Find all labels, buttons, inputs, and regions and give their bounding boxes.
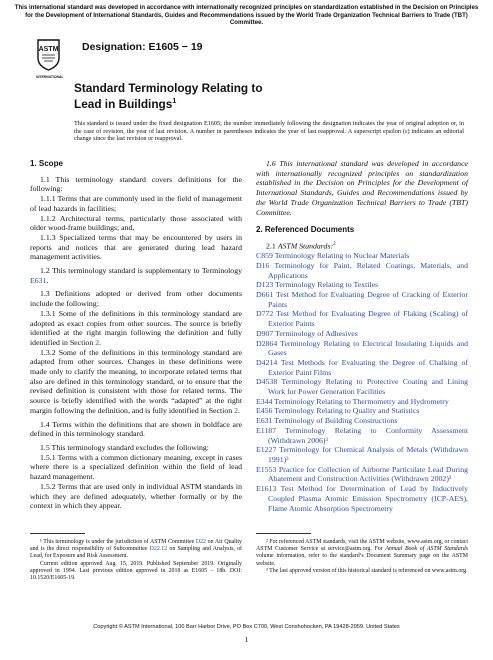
reference-item (256, 416, 468, 426)
reference-item (256, 465, 468, 484)
reference-item (256, 290, 468, 309)
scope-heading: 1. Scope (30, 159, 63, 168)
reference-item (256, 445, 468, 464)
link-d22[interactable]: D22 (195, 539, 206, 545)
reference-title[interactable]: Practice for Collection of Airborne Particulate Lead During Abatement and Construction Activities (Withdrawn 2002)³ (268, 464, 468, 484)
reference-list (256, 251, 468, 513)
reference-title[interactable]: Terminology Relating to Thermometry and Hydrometry (272, 396, 449, 406)
reference-title[interactable]: Terminology of Adhesives (273, 328, 358, 338)
para-1-5-2: 1.5.2 Terms that are used only in individual ASTM standards in which they are defined adequately, whether formally or by the context in which they appear. (30, 481, 242, 511)
reference-item (256, 280, 468, 290)
astm-standards-label: 2.1 ASTM Standards:$^2$ (266, 241, 336, 251)
reference-code-link[interactable]: E1187 (256, 425, 277, 435)
issued-note: This standard is issued under the fixed designation E1605; the number immediately following the designation indicates the year of original adoption or, in the case of revision, the year of last revision. A number in parentheses indicates the year of last reapproval. A superscript epsilon (ε) indicates an editorial change since the last revision or reapproval. (74, 120, 464, 143)
reference-item (256, 484, 468, 513)
reference-code-link[interactable]: C859 (256, 251, 273, 261)
reference-code-link[interactable]: D16 (256, 260, 270, 270)
reference-title[interactable]: Test Method for Determination of Lead by Inductively Coupled Plasma Atomic Emission Spectrometry (ICP-AES), Flame Atomic Absorption Spectrometry (268, 484, 468, 513)
tbt-notice: This international standard was developed in accordance with internationally recognized principles on standardization established in the Decision on Principles for the Development of International Standards, Guides and Recommendations issued by the World Trade Organization Technical Barriers to Trade (TBT) Committee. (14, 4, 479, 27)
footnote-divider-left (30, 533, 85, 534)
footnote-2: ² For referenced ASTM standards, visit the ASTM website, www.astm.org, or contact ASTM Customer Service at service@astm.org. For Annual Book of ASTM Standards volume information, refer to the standard’s Document Summary page on the ASTM website. (256, 539, 468, 567)
reference-item (256, 358, 468, 377)
title-footnote-ref[interactable]: 1 (172, 98, 177, 105)
astm-logo (36, 38, 64, 79)
footnote-divider-right (256, 533, 311, 534)
reference-code-link[interactable]: D123 (256, 280, 274, 290)
para-1-6: 1.6 This international standard was developed in accordance with internationally recognized principles on standardization established in the Decision on Principles for the Development of International Standards, Guides and Recommendations issued by the World Trade Organization Technical Barriers to Trade (TBT) Committee. (256, 159, 468, 217)
reference-title[interactable]: Terminology Relating to Nuclear Materials (272, 251, 410, 261)
link-section-2b[interactable]: 2 (234, 405, 238, 415)
para-1-1: 1.1 This terminology standard covers definitions for the following: (30, 174, 242, 194)
reference-code-link[interactable]: E344 (256, 396, 273, 406)
reference-item (256, 309, 468, 328)
reference-code-link[interactable]: E456 (256, 406, 273, 416)
para-1-2: 1.2 This terminology standard is supplementary to Terminology E631. (30, 266, 242, 285)
reference-title[interactable]: Terminology Relating to Quality and Statistics (272, 406, 420, 416)
footnote-1: ¹ This terminology is under the jurisdiction of ASTM Committee D22 on Air Quality and is the direct responsibility of Subcommittee D22.12 on Sampling and Analysis, of Lead, for Exposure and Risk Assessment. Current edition approved Aug. 15, 2019. Published September 2019. Originally approved in 1994. Last previous edition approved in 2018 as E1605 – 18b. DOI: 10.1520/E1605-19. (30, 539, 242, 582)
right-column (256, 159, 468, 513)
reference-code-link[interactable]: E1227 (256, 445, 277, 455)
reference-item (256, 251, 468, 261)
para-1-1-1: 1.1.1 Terms that are commonly used in the field of management of lead hazards in facilities; (30, 194, 242, 213)
para-1-5-1: 1.5.1 Terms with a common dictionary meaning, except in cases where there is a specialized definition within the field of lead hazard management. (30, 452, 242, 482)
reference-title[interactable]: Test Methods for Evaluating the Degree of Chalking of Exterior Paint Films (268, 357, 468, 377)
referenced-documents-heading: 2. Referenced Documents (256, 225, 355, 235)
footnotes-right (256, 539, 468, 575)
reference-title[interactable]: Terminology Relating to Textiles (273, 280, 379, 290)
para-1-3-1: 1.3.1 Some of the definitions in this terminology standard are adopted as exact copies from other sources. The source is briefly identified at the right margin following the definition and fully identified in Section 2. (30, 308, 242, 347)
reference-code-link[interactable]: E1613 (256, 484, 277, 494)
reference-title[interactable]: Terminology Relating to Conformity Assessment (Withdrawn 2006)³ (268, 425, 468, 445)
para-1-1-2: 1.1.2 Architectural terms, particularly those associated with older wood-frame buildings; and, (30, 213, 242, 233)
reference-code-link[interactable]: D907 (256, 328, 274, 338)
para-1-5: 1.5 This terminology standard excludes the following: (40, 442, 209, 452)
reference-code-link[interactable]: D661 (256, 290, 274, 300)
reference-item (256, 329, 468, 339)
astm-logo-icon (36, 38, 61, 72)
designation: Designation: E1605 − 19 (82, 41, 203, 53)
para-1-3-2: 1.3.2 Some of the definitions in this terminology standard are adapted from other sources. Changes in these definitions were made only to clarify the meaning, to incorporate related terms that also are defined in this terminology standard, or to ensure that the revised definition is consistent with those for related terms. The source is briefly identified with the words “adapted” at the right margin following the definition, and is fully identified in Section 2. (30, 347, 242, 415)
link-section-2[interactable]: 2 (95, 337, 100, 347)
reference-item (256, 339, 468, 358)
reference-title[interactable]: Terminology Relating to Electrical Insulating Liquids and Gases (268, 338, 468, 358)
reference-item (256, 377, 468, 396)
para-1-3: 1.3 Definitions adopted or derived from other documents include the following: (30, 289, 242, 309)
reference-code-link[interactable]: D4538 (256, 377, 278, 387)
left-column (30, 159, 242, 511)
link-d22-12[interactable]: D22.12 (149, 546, 168, 553)
reference-code-link[interactable]: E631 (256, 416, 273, 426)
reference-title[interactable]: Test Method for Evaluating Degree of Cracking of Exterior Paints (268, 290, 468, 309)
reference-item (256, 406, 468, 416)
reference-code-link[interactable]: D4214 (256, 357, 278, 367)
copyright: Copyright © ASTM International, 100 Barr Harbor Drive, PO Box C700, West Conshohocken, PA 19428-2959. United States (93, 624, 400, 630)
footnote-1-edition: Current edition approved Aug. 15, 2019. Published September 2019. Originally approved in 1994. Last previous edition approved in 2018 as E1605 – 18b. DOI: 10.1520/E1605-19. (30, 560, 242, 582)
reference-code-link[interactable]: D772 (256, 309, 274, 319)
link-e631[interactable]: E631 (30, 275, 47, 285)
svg-text:ASTM: ASTM (38, 46, 59, 53)
page-number: 1 (244, 635, 249, 644)
title-line-1: Standard Terminology Relating to (74, 81, 263, 95)
reference-code-link[interactable]: D2864 (256, 338, 278, 348)
reference-title[interactable]: Terminology of Building Constructions (272, 416, 398, 426)
reference-title[interactable]: Terminology for Paint, Related Coatings, Materials, and Applications (268, 260, 468, 280)
logo-text: INTERNATIONAL (36, 75, 64, 79)
reference-title[interactable]: Terminology for Chemical Analysis of Metals (Withdrawn 1991)³ (268, 445, 468, 464)
para-1-1-3: 1.1.3 Specialized terms that may be encountered by users in reports and notices that are generated during lead hazard management activities. (30, 232, 242, 262)
reference-title[interactable]: Terminology Relating to Protective Coating and Lining Work for Power Generation Facilities (268, 377, 468, 397)
para-1-4: 1.4 Terms within the definitions that are shown in boldface are defined in this terminology standard. (30, 419, 242, 439)
reference-item (256, 397, 468, 407)
reference-code-link[interactable]: E1553 (256, 464, 277, 474)
footnote-3: ³ The last approved version of this historical standard is referenced on www.astm.org. (266, 567, 468, 574)
reference-title[interactable]: Test Method for Evaluating Degree of Flaking (Scaling) of Exterior Paints (268, 309, 468, 329)
reference-item (256, 426, 468, 445)
document-title (74, 81, 374, 111)
title-line-2: Lead in Buildings (74, 96, 173, 111)
reference-item (256, 261, 468, 280)
